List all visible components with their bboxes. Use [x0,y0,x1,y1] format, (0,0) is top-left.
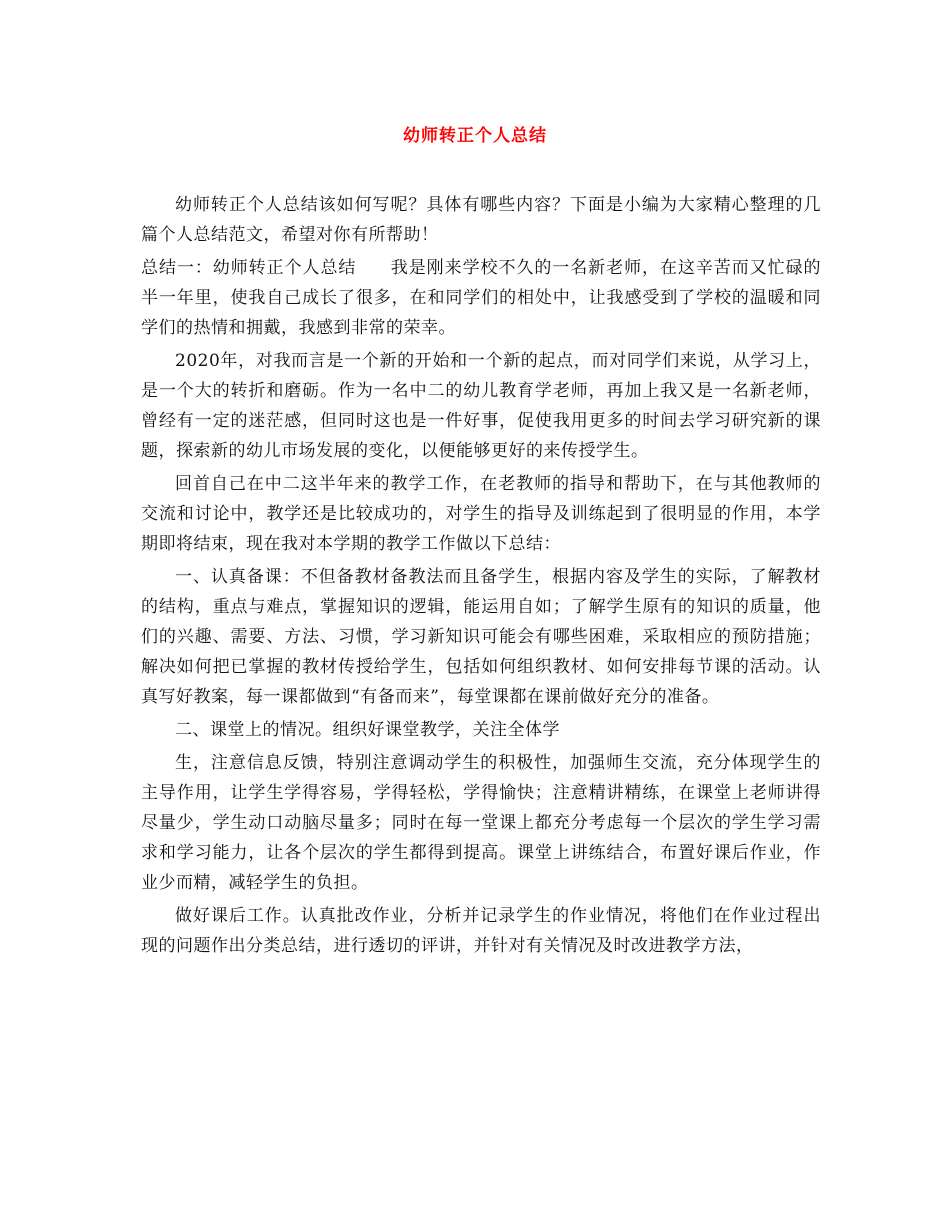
summary1-text: 我是刚来学校不久的一名新老师，在这辛苦而又忙碌的半一年里，使我自己成长了很多，在和同学们的相处中，让我感受到了学校的温暖和同学们的热情和拥戴，我感到非常的荣幸。 [141,258,822,338]
intro-paragraph: 幼师转正个人总结该如何写呢？具体有哪些内容？下面是小编为大家精心整理的几篇个人总结范文，希望对你有所帮助！ [141,195,821,245]
paragraph-2: 2020年，对我而言是一个新的开始和一个新的起点，而对同学们来说，从学习上，是一个大的转折和磨砺。作为一名中二的幼儿教育学老师，再加上我又是一名新老师，曾经有一定的迷茫感，但同时这也是一件好事，促使我用更多的时间去学习研究新的课题，探索新的幼儿市场发展的变化，以便能够更好的来传授学生。 [141,351,821,461]
document-body [141,190,821,964]
document-title: 幼师转正个人总结 [403,126,547,146]
paragraph-5: 二、课堂上的情况。组织好课堂教学，关注全体学 [175,720,560,740]
paragraph-4: 一、认真备课：不但备教材备教法而且备学生，根据内容及学生的实际，了解教材的结构，重点与难点，掌握知识的逻辑，能运用自如；了解学生原有的知识的质量，他们的兴趣、需要、方法、习惯，学习新知识可能会有哪些困难，采取相应的预防措施；解决如何把已掌握的教材传授给学生，包括如何组织教材、如何安排每节课的活动。认真写好教案，每一课都做到“有备而来”，每堂课都在课前做好充分的准备。 [141,567,821,707]
paragraph-3: 回首自己在中二这半年来的教学工作，在老教师的指导和帮助下，在与其他教师的交流和讨论中，教学还是比较成功的，对学生的指导及训练起到了很明显的作用，本学期即将结束，现在我对本学期的教学工作做以下总结： [141,474,821,554]
paragraph-6: 生，注意信息反馈，特别注意调动学生的积极性，加强师生交流，充分体现学生的主导作用，让学生学得容易，学得轻松，学得愉快；注意精讲精练，在课堂上老师讲得尽量少，学生动口动脑尽量多；同时在每一堂课上都充分考虑每一个层次的学生学习需求和学习能力，让各个层次的学生都得到提高。课堂上讲练结合，布置好课后作业，作业少而精，减轻学生的负担。 [141,753,821,893]
summary1-paragraph [141,253,821,343]
paragraph-7: 做好课后工作。认真批改作业，分析并记录学生的作业情况，将他们在作业过程出现的问题作出分类总结，进行透切的评讲，并针对有关情况及时改进教学方法， [141,906,821,956]
summary1-heading: 总结一：幼师转正个人总结 [141,258,357,278]
